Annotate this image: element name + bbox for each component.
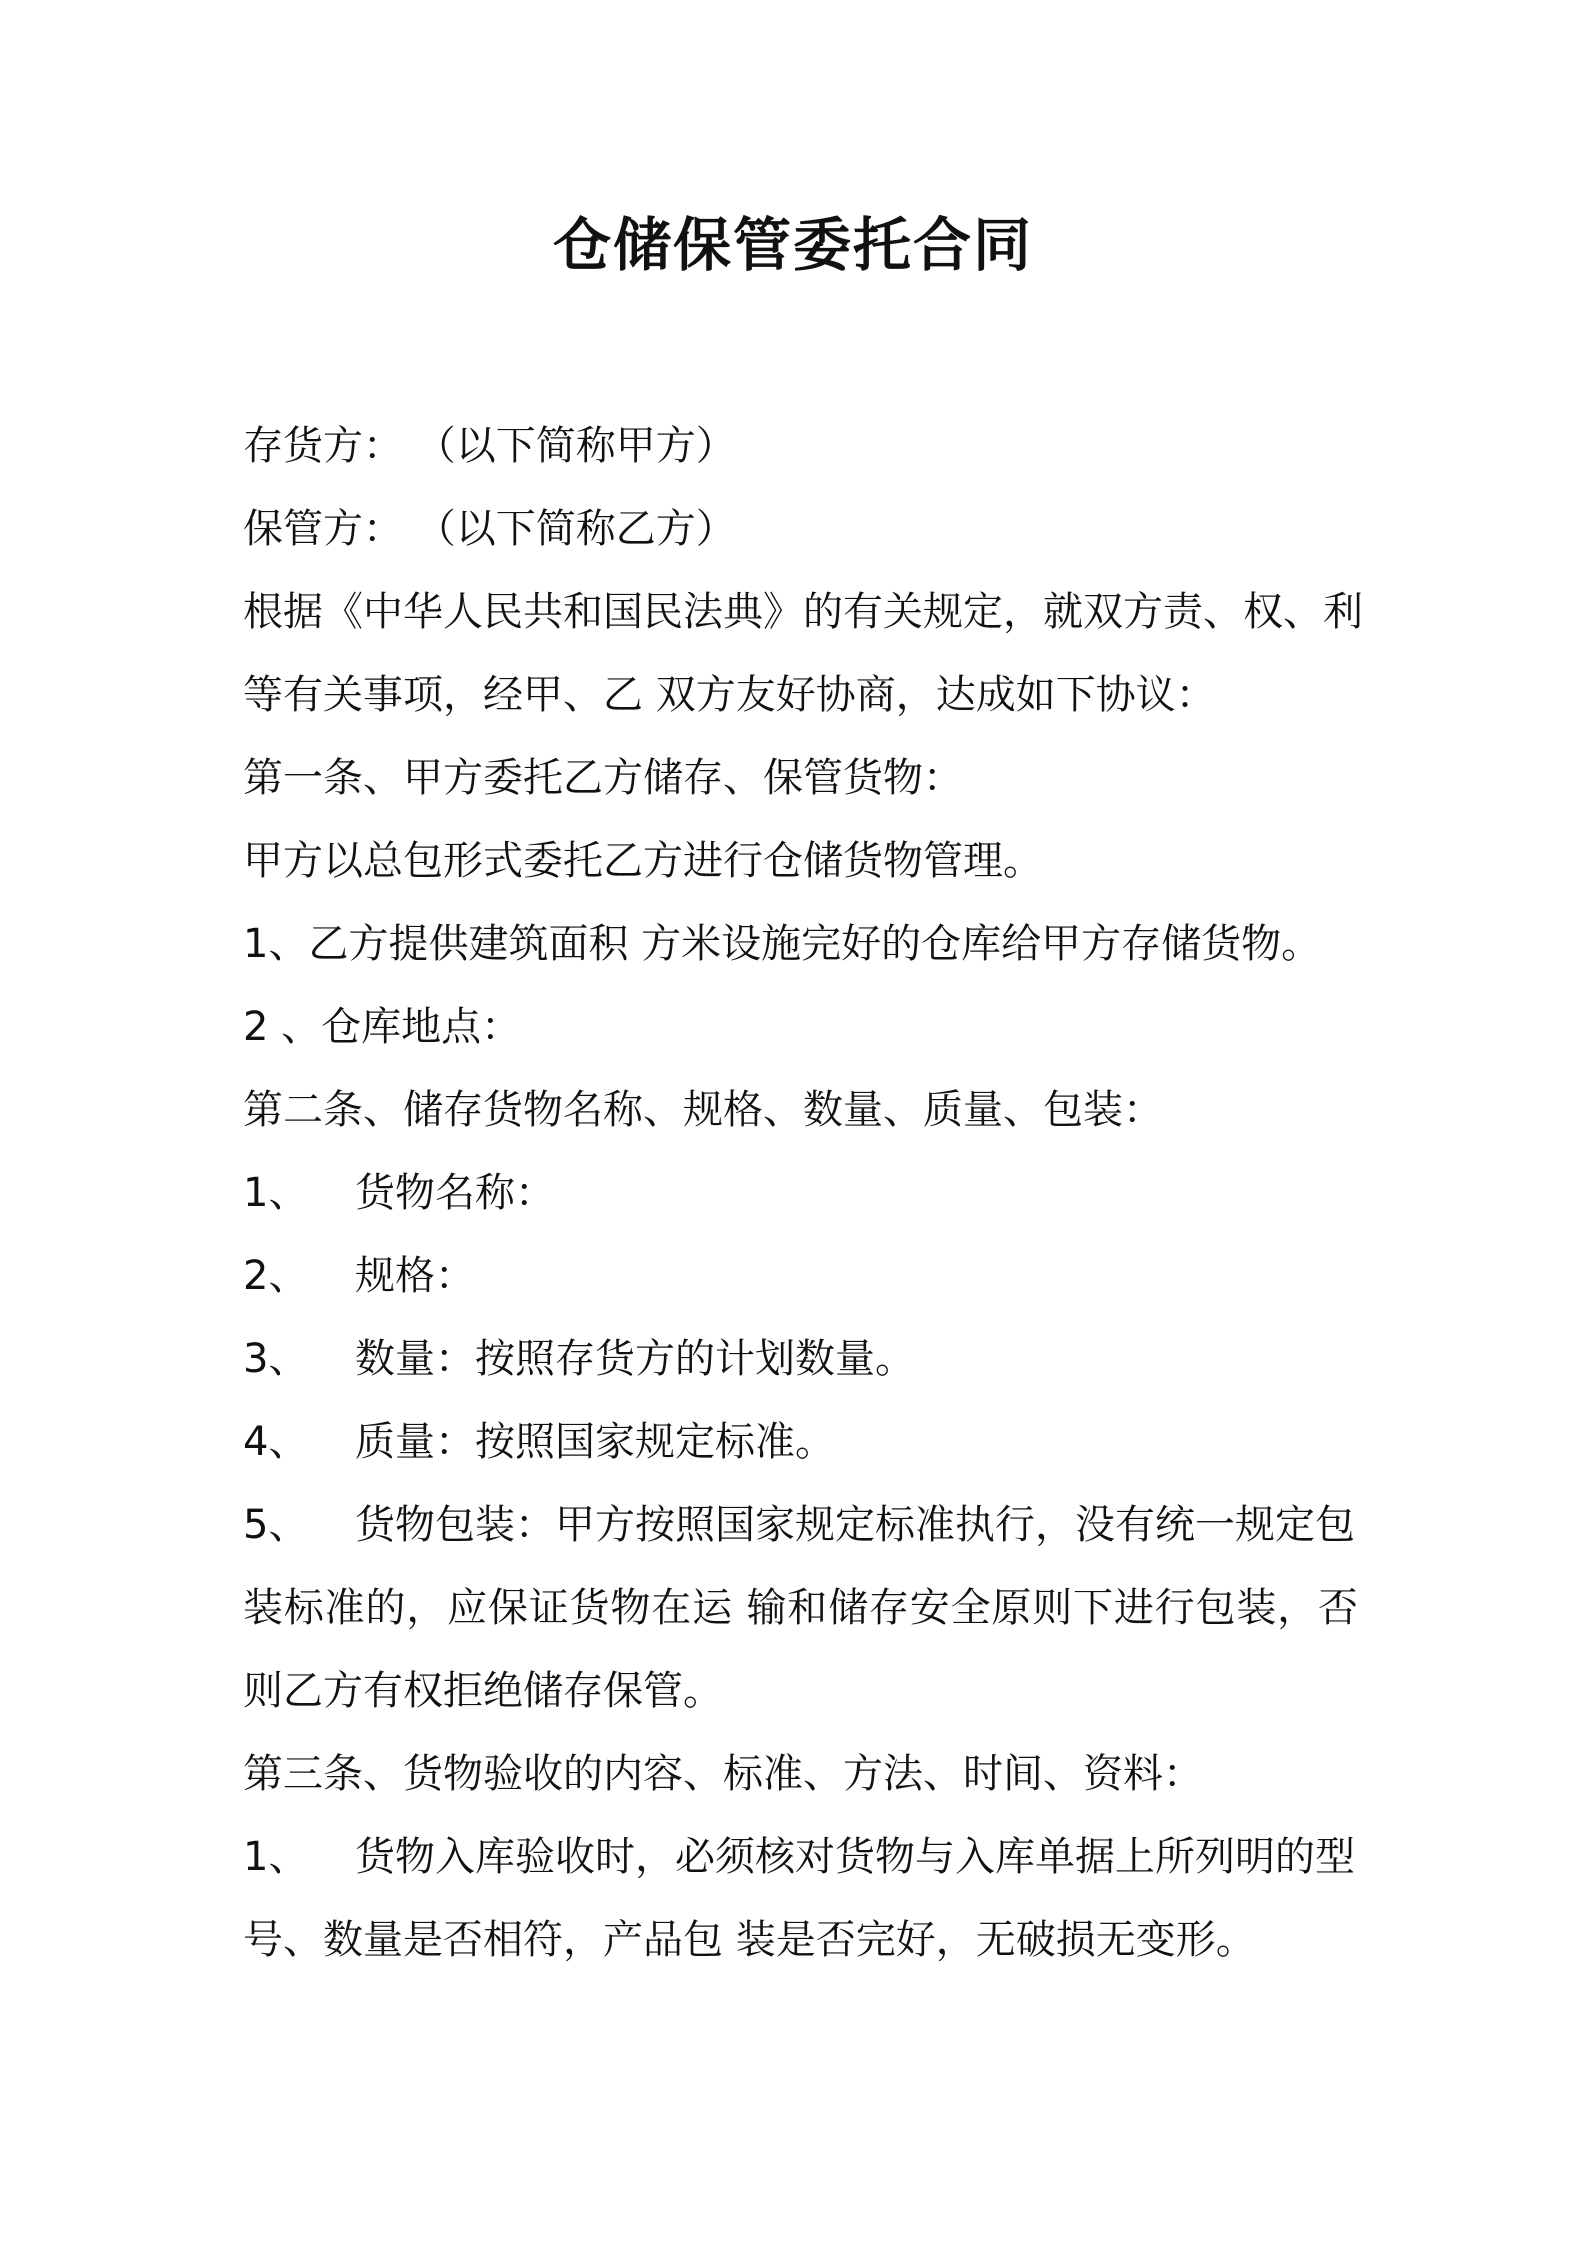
article-1-intro: 甲方以总包形式委托乙方进行仓储货物管理。 xyxy=(243,838,1043,884)
article-3-item-1-continued: 号、数量是否相符，产品包 装是否完好，无破损无变形。 xyxy=(243,1917,1256,1963)
document-title: 仓储保管委托合同 xyxy=(552,211,1033,279)
preamble-line: 根据《中华人民共和国民法典》的有关规定，就双方责、权、利 xyxy=(243,589,1363,635)
item-number: 1、 xyxy=(243,1170,309,1216)
item-text: 质量：按照国家规定标准。 xyxy=(355,1419,835,1465)
item-number: 5、 xyxy=(243,1502,309,1548)
article-2-item-5-continued: 装标准的，应保证货物在运 输和储存安全原则下进行包装，否 xyxy=(243,1585,1358,1631)
article-2-item-5 xyxy=(243,1484,1358,1567)
article-1-item-2: 2 、仓库地点： xyxy=(243,1004,522,1050)
article-2-item-1 xyxy=(243,1152,1358,1235)
article-2-item-2 xyxy=(243,1235,1358,1318)
article-1-heading: 第一条、甲方委托乙方储存、保管货物： xyxy=(243,755,963,801)
article-2-item-4 xyxy=(243,1401,1358,1484)
article-2-heading: 第二条、储存货物名称、规格、数量、质量、包装： xyxy=(243,1087,1163,1133)
article-3-item-1 xyxy=(243,1816,1358,1899)
article-2-item-5-continued: 则乙方有权拒绝储存保管。 xyxy=(243,1668,723,1714)
custodian-line: 保管方： （以下简称乙方） xyxy=(243,506,736,552)
item-text: 货物名称： xyxy=(355,1170,555,1216)
item-number: 1、 xyxy=(243,1834,309,1880)
item-text: 规格： xyxy=(355,1253,475,1299)
article-2-item-3 xyxy=(243,1318,1358,1401)
depositor-line: 存货方： （以下简称甲方） xyxy=(243,423,736,469)
item-text: 货物包装：甲方按照国家规定标准执行，没有统一规定包 xyxy=(355,1502,1355,1548)
item-number: 4、 xyxy=(243,1419,309,1465)
preamble-line: 等有关事项，经甲、乙 双方友好协商，达成如下协议： xyxy=(243,672,1216,718)
item-number: 3、 xyxy=(243,1336,309,1382)
article-3-heading: 第三条、货物验收的内容、标准、方法、时间、资料： xyxy=(243,1751,1203,1797)
article-1-item-1: 1、乙方提供建筑面积 方米设施完好的仓库给甲方存储货物。 xyxy=(243,921,1322,967)
item-number: 2、 xyxy=(243,1253,309,1299)
item-text: 货物入库验收时，必须核对货物与入库单据上所列明的型 xyxy=(355,1834,1355,1880)
document-body xyxy=(243,405,1363,1982)
item-text: 数量：按照存货方的计划数量。 xyxy=(355,1336,915,1382)
